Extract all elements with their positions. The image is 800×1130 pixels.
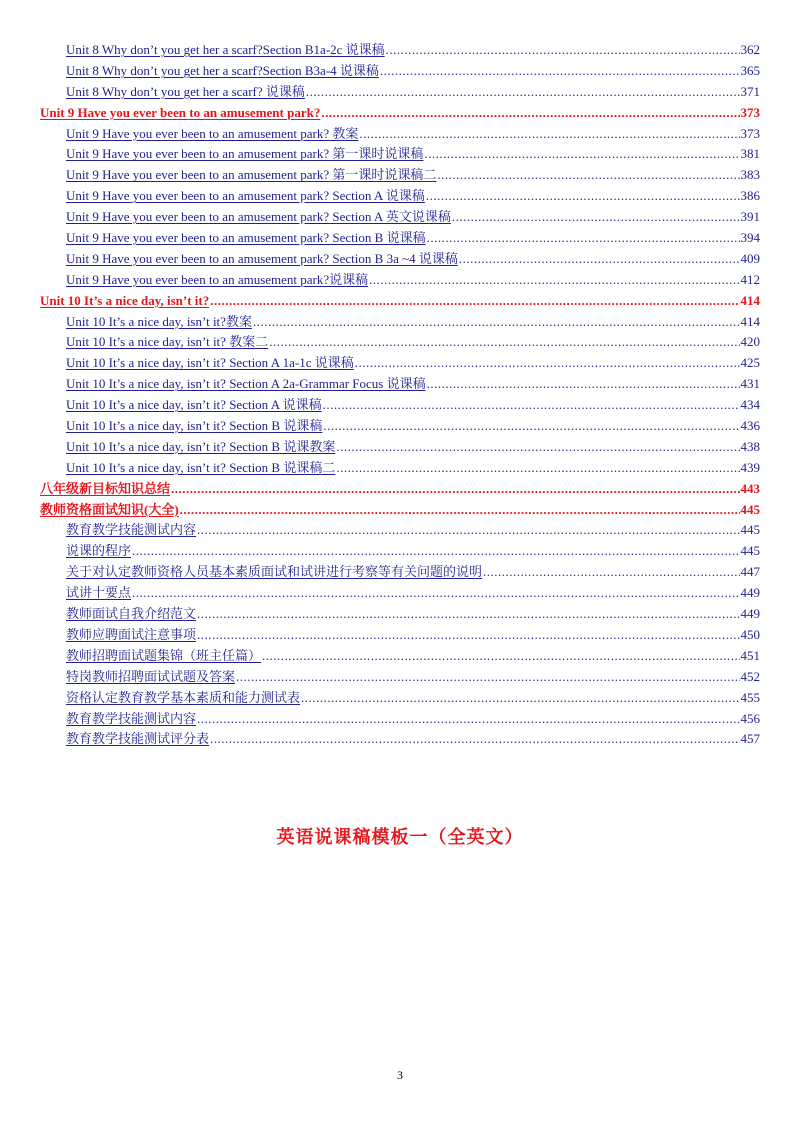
- toc-dot-leader: [336, 458, 739, 479]
- toc-entry-title[interactable]: 关于对认定教师资格人员基本素质面试和试讲进行考察等有关问题的说明: [66, 564, 483, 580]
- toc-dot-leader: [426, 186, 740, 207]
- toc-dot-leader: [386, 40, 740, 61]
- section-heading: 英语说课稿模板一（全英文）: [276, 827, 524, 848]
- toc-dot-leader: [132, 583, 739, 604]
- toc-entry-title[interactable]: Unit 9 Have you ever been to an amusement park?: [40, 104, 321, 120]
- toc-heading-entry[interactable]: [40, 291, 760, 312]
- toc-entry-title[interactable]: Unit 10 It’s a nice day, isn’t it? Section B 说课稿: [66, 418, 323, 434]
- toc-entry[interactable]: [40, 124, 760, 145]
- toc-page-number[interactable]: 386: [740, 188, 760, 204]
- toc-page-number[interactable]: 425: [740, 355, 760, 371]
- toc-page-number[interactable]: 383: [740, 167, 760, 183]
- toc-page-number[interactable]: 451: [740, 647, 760, 663]
- toc-entry[interactable]: [40, 186, 760, 207]
- toc-dot-leader: [180, 500, 740, 521]
- toc-page-number[interactable]: 431: [740, 376, 760, 392]
- toc-entry-title[interactable]: 教师招聘面试题集锦（班主任篇）: [66, 647, 262, 663]
- toc-dot-leader: [253, 312, 740, 333]
- toc-dot-leader: [171, 479, 739, 500]
- toc-entry-title[interactable]: Unit 9 Have you ever been to an amusement park? 第一课时说课稿二: [66, 167, 437, 183]
- toc-entry-title[interactable]: 特岗教师招聘面试试题及答案: [66, 668, 236, 684]
- toc-page-number[interactable]: 455: [740, 689, 760, 705]
- toc-dot-leader: [197, 709, 739, 730]
- toc-entry[interactable]: [40, 520, 760, 541]
- toc-page-number[interactable]: 452: [740, 668, 760, 684]
- toc-dot-leader: [323, 395, 740, 416]
- toc-entry[interactable]: [40, 604, 760, 625]
- toc-page-number[interactable]: 373: [740, 125, 760, 141]
- toc-entry[interactable]: [40, 61, 760, 82]
- toc-entry-title[interactable]: Unit 9 Have you ever been to an amusement park? 教案: [66, 125, 359, 141]
- toc-entry[interactable]: [40, 395, 760, 416]
- toc-page-number[interactable]: 445: [740, 501, 760, 517]
- toc-dot-leader: [210, 291, 739, 312]
- toc-entry-title[interactable]: Unit 10 It’s a nice day, isn’t it? Section A 2a-Grammar Focus 说课稿: [66, 376, 426, 392]
- toc-dot-leader: [197, 520, 739, 541]
- toc-heading-entry[interactable]: [40, 479, 760, 500]
- toc-page-number[interactable]: 412: [740, 271, 760, 287]
- toc-entry[interactable]: [40, 646, 760, 667]
- toc-dot-leader: [483, 562, 739, 583]
- toc-page-number[interactable]: 449: [740, 585, 760, 601]
- toc-page-number[interactable]: 443: [740, 480, 760, 496]
- toc-entry[interactable]: [40, 270, 760, 291]
- toc-page-number[interactable]: 373: [740, 104, 760, 120]
- toc-entry[interactable]: [40, 332, 760, 353]
- toc-entry-title[interactable]: Unit 9 Have you ever been to an amusement park? Section A 说课稿: [66, 188, 425, 204]
- toc-dot-leader: [336, 437, 739, 458]
- toc-entry-title[interactable]: Unit 10 It’s a nice day, isn’t it? Section B 说课稿二: [66, 459, 336, 475]
- toc-entry-title[interactable]: 教师资格面试知识(大全): [40, 501, 179, 517]
- toc-page-number[interactable]: 449: [740, 606, 760, 622]
- toc-entry[interactable]: [40, 458, 760, 479]
- toc-dot-leader: [427, 374, 740, 395]
- toc-dot-leader: [369, 270, 739, 291]
- toc-page-number[interactable]: 457: [740, 731, 760, 747]
- toc-page-number[interactable]: 434: [740, 397, 760, 413]
- toc-entry[interactable]: [40, 688, 760, 709]
- toc-dot-leader: [197, 625, 739, 646]
- toc-dot-leader: [132, 541, 739, 562]
- toc-entry[interactable]: [40, 437, 760, 458]
- toc-heading-entry[interactable]: [40, 103, 760, 124]
- toc-entry[interactable]: [40, 144, 760, 165]
- toc-entry[interactable]: [40, 312, 760, 333]
- toc-page-number[interactable]: 414: [740, 292, 760, 308]
- toc-page-number[interactable]: 439: [740, 459, 760, 475]
- toc-entry-title[interactable]: Unit 10 It’s a nice day, isn’t it? Section A 说课稿: [66, 397, 322, 413]
- toc-entry[interactable]: [40, 667, 760, 688]
- toc-entry-title[interactable]: Unit 9 Have you ever been to an amusement park? Section B 说课稿: [66, 230, 426, 246]
- toc-entry-title[interactable]: 教师应聘面试注意事项: [66, 626, 197, 642]
- toc-page-number[interactable]: 438: [740, 438, 760, 454]
- toc-entry-title[interactable]: Unit 10 It’s a nice day, isn’t it? Section A 1a-1c 说课稿: [66, 355, 354, 371]
- toc-dot-leader: [323, 416, 739, 437]
- toc-entry-title[interactable]: Unit 10 It’s a nice day, isn’t it? 教案二: [66, 334, 269, 350]
- toc-page-number[interactable]: 362: [740, 42, 760, 57]
- toc-entry[interactable]: [40, 207, 760, 228]
- toc-page-number[interactable]: 409: [740, 250, 760, 266]
- toc-dot-leader: [452, 207, 740, 228]
- toc-dot-leader: [380, 61, 740, 82]
- toc-entry-title[interactable]: 教育教学技能测试评分表: [66, 731, 210, 747]
- toc-dot-leader: [321, 103, 739, 124]
- toc-entry-title[interactable]: Unit 9 Have you ever been to an amusement park? Section A 英文说课稿: [66, 209, 451, 225]
- toc-dot-leader: [355, 353, 740, 374]
- toc-entry-title[interactable]: Unit 9 Have you ever been to an amusement park? Section B 3a ~4 说课稿: [66, 250, 458, 266]
- toc-entry[interactable]: [40, 709, 760, 730]
- toc-entry[interactable]: [40, 40, 760, 61]
- toc-page-number[interactable]: 445: [740, 522, 760, 538]
- toc-page-number[interactable]: 420: [740, 334, 760, 350]
- toc-entry[interactable]: [40, 562, 760, 583]
- toc-entry[interactable]: [40, 228, 760, 249]
- toc-entry[interactable]: [40, 374, 760, 395]
- toc-page-number[interactable]: 447: [740, 564, 760, 580]
- toc-page-number[interactable]: 394: [740, 230, 760, 246]
- toc-entry[interactable]: [40, 416, 760, 437]
- toc-entry[interactable]: [40, 82, 760, 103]
- toc-entry-title[interactable]: Unit 8 Why don’t you get her a scarf?Section B3a-4 说课稿: [66, 62, 379, 78]
- toc-entry-title[interactable]: Unit 9 Have you ever been to an amusement park? 第一课时说课稿: [66, 146, 424, 162]
- toc-entry-title[interactable]: 八年级新目标知识总结: [40, 480, 171, 496]
- toc-entry-title[interactable]: Unit 8 Why don’t you get her a scarf? 说课稿: [66, 83, 305, 99]
- toc-entry[interactable]: [40, 249, 760, 270]
- toc-dot-leader: [427, 228, 740, 249]
- toc-dot-leader: [210, 729, 739, 750]
- toc-entry[interactable]: [40, 729, 760, 750]
- toc-dot-leader: [197, 604, 739, 625]
- toc-page-number[interactable]: 391: [740, 209, 760, 225]
- toc-page-number[interactable]: 456: [740, 710, 760, 726]
- toc-dot-leader: [269, 332, 739, 353]
- toc-entry-title[interactable]: Unit 10 It’s a nice day, isn’t it?教案: [66, 313, 252, 329]
- toc-page-number[interactable]: 365: [740, 62, 760, 78]
- toc-entry[interactable]: [40, 165, 760, 186]
- toc-dot-leader: [459, 249, 740, 270]
- toc-entry-title[interactable]: 教育教学技能测试内容: [66, 522, 197, 538]
- page-number: 3: [397, 1068, 403, 1082]
- toc-dot-leader: [424, 144, 739, 165]
- toc-dot-leader: [306, 82, 740, 103]
- table-of-contents: [40, 40, 760, 750]
- toc-entry-title[interactable]: 试讲十要点: [66, 585, 132, 601]
- toc-entry[interactable]: [40, 625, 760, 646]
- toc-entry-title[interactable]: 说课的程序: [66, 543, 132, 559]
- toc-heading-entry[interactable]: [40, 500, 760, 521]
- toc-entry-title[interactable]: Unit 10 It’s a nice day, isn’t it? Section B 说课教案: [66, 438, 336, 454]
- toc-page-number[interactable]: 450: [740, 626, 760, 642]
- toc-page-number[interactable]: 381: [740, 146, 760, 162]
- toc-dot-leader: [236, 667, 739, 688]
- toc-entry-title[interactable]: 教师面试自我介绍范文: [66, 606, 197, 622]
- toc-entry[interactable]: [40, 541, 760, 562]
- toc-page-number[interactable]: 436: [740, 418, 760, 434]
- toc-dot-leader: [359, 124, 739, 145]
- toc-entry[interactable]: [40, 583, 760, 604]
- toc-dot-leader: [437, 165, 739, 186]
- toc-entry-title[interactable]: 资格认定教育教学基本素质和能力测试表: [66, 689, 301, 705]
- toc-entry-title[interactable]: Unit 10 It’s a nice day, isn’t it?: [40, 292, 210, 308]
- toc-dot-leader: [262, 646, 739, 667]
- toc-entry-title[interactable]: Unit 9 Have you ever been to an amusement park?说课稿: [66, 271, 369, 287]
- toc-entry-title[interactable]: Unit 8 Why don’t you get her a scarf?Section B1a-2c 说课稿: [66, 42, 385, 57]
- toc-entry-title[interactable]: 教育教学技能测试内容: [66, 710, 197, 726]
- toc-page-number[interactable]: 414: [740, 313, 760, 329]
- toc-page-number[interactable]: 445: [740, 543, 760, 559]
- toc-dot-leader: [301, 688, 739, 709]
- toc-entry[interactable]: [40, 353, 760, 374]
- toc-page-number[interactable]: 371: [740, 83, 760, 99]
